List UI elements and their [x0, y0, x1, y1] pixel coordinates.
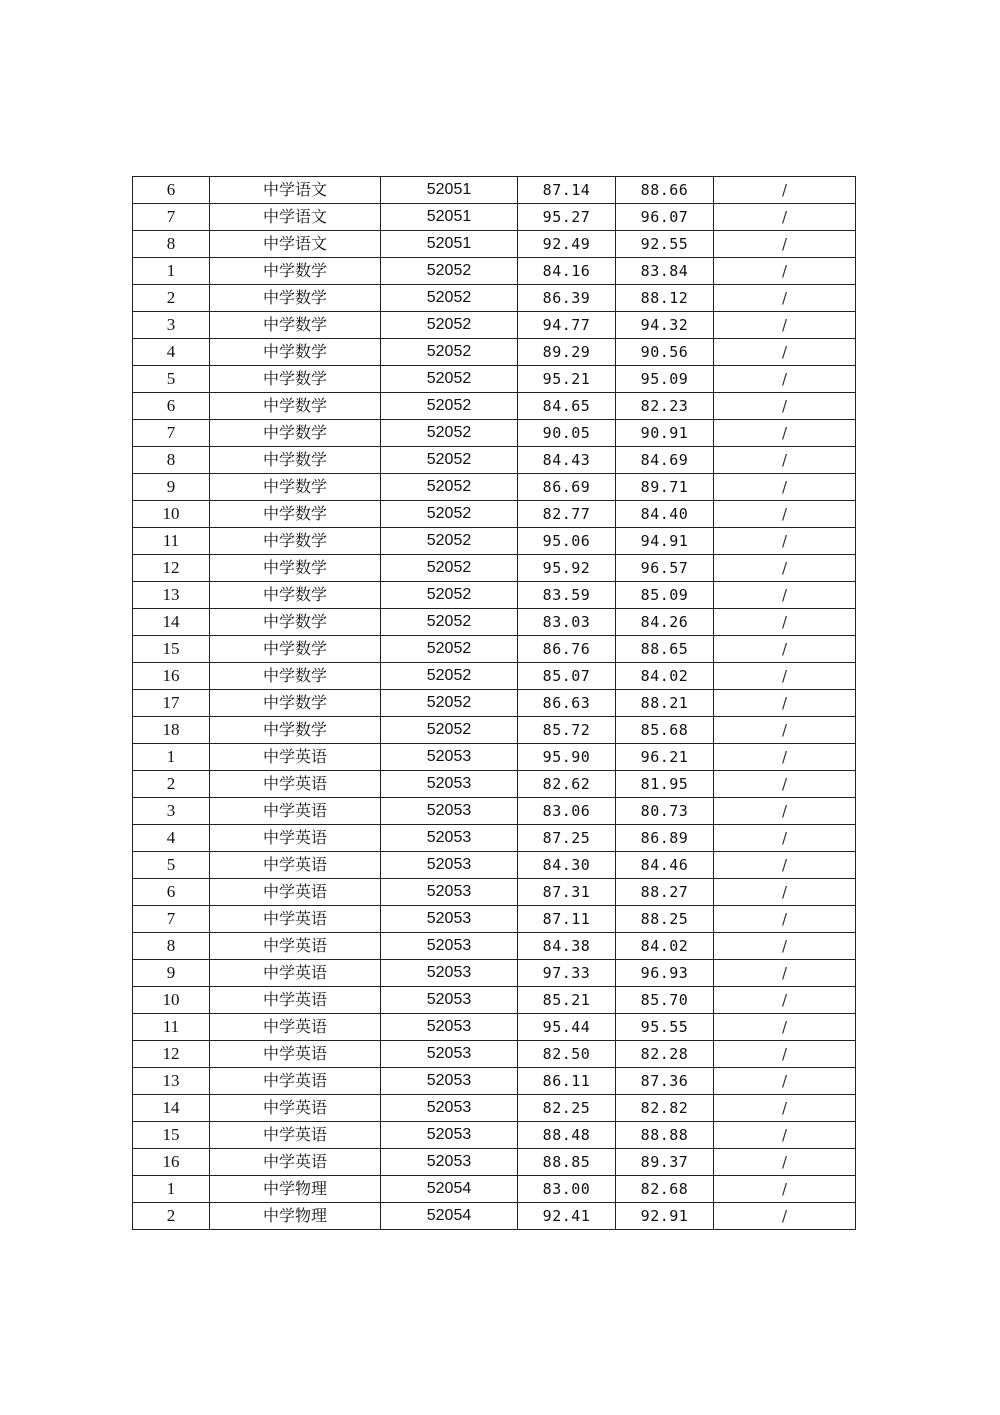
subject-cell: 中学英语 — [210, 1068, 381, 1095]
table-row — [133, 582, 856, 609]
score-2-cell: 82.82 — [616, 1095, 714, 1122]
score-2-cell: 82.23 — [616, 393, 714, 420]
score-1-cell: 87.31 — [518, 879, 616, 906]
subject-cell: 中学物理 — [210, 1203, 381, 1230]
score-2-cell: 90.56 — [616, 339, 714, 366]
position-code-cell: 52053 — [381, 1041, 518, 1068]
position-code-cell: 52053 — [381, 852, 518, 879]
position-code-cell: 52052 — [381, 636, 518, 663]
position-code-cell: 52054 — [381, 1203, 518, 1230]
score-2-cell: 83.84 — [616, 258, 714, 285]
table-row — [133, 474, 856, 501]
seq-number-cell: 6 — [133, 879, 210, 906]
score-1-cell: 92.49 — [518, 231, 616, 258]
score-2-cell: 88.27 — [616, 879, 714, 906]
score-2-cell: 84.69 — [616, 447, 714, 474]
score-2-cell: 89.71 — [616, 474, 714, 501]
remark-cell: / — [714, 204, 856, 231]
seq-number-cell: 17 — [133, 690, 210, 717]
subject-cell: 中学英语 — [210, 1014, 381, 1041]
table-row — [133, 879, 856, 906]
remark-cell: / — [714, 501, 856, 528]
score-1-cell: 87.11 — [518, 906, 616, 933]
table-row — [133, 609, 856, 636]
subject-cell: 中学数学 — [210, 258, 381, 285]
score-2-cell: 88.66 — [616, 177, 714, 204]
score-1-cell: 85.21 — [518, 987, 616, 1014]
remark-cell: / — [714, 285, 856, 312]
subject-cell: 中学英语 — [210, 906, 381, 933]
subject-cell: 中学数学 — [210, 474, 381, 501]
seq-number-cell: 4 — [133, 339, 210, 366]
position-code-cell: 52054 — [381, 1176, 518, 1203]
position-code-cell: 52053 — [381, 933, 518, 960]
subject-cell: 中学英语 — [210, 798, 381, 825]
score-1-cell: 86.63 — [518, 690, 616, 717]
remark-cell: / — [714, 1203, 856, 1230]
position-code-cell: 52053 — [381, 798, 518, 825]
seq-number-cell: 10 — [133, 501, 210, 528]
subject-cell: 中学英语 — [210, 879, 381, 906]
position-code-cell: 52053 — [381, 906, 518, 933]
remark-cell: / — [714, 339, 856, 366]
score-1-cell: 83.00 — [518, 1176, 616, 1203]
position-code-cell: 52053 — [381, 1149, 518, 1176]
score-1-cell: 88.85 — [518, 1149, 616, 1176]
seq-number-cell: 6 — [133, 177, 210, 204]
score-1-cell: 92.41 — [518, 1203, 616, 1230]
remark-cell: / — [714, 312, 856, 339]
subject-cell: 中学数学 — [210, 663, 381, 690]
score-1-cell: 95.44 — [518, 1014, 616, 1041]
subject-cell: 中学数学 — [210, 501, 381, 528]
seq-number-cell: 15 — [133, 636, 210, 663]
score-1-cell: 82.50 — [518, 1041, 616, 1068]
remark-cell: / — [714, 420, 856, 447]
table-row — [133, 528, 856, 555]
remark-cell: / — [714, 1095, 856, 1122]
score-1-cell: 83.59 — [518, 582, 616, 609]
score-1-cell: 88.48 — [518, 1122, 616, 1149]
score-1-cell: 95.92 — [518, 555, 616, 582]
remark-cell: / — [714, 933, 856, 960]
score-2-cell: 84.02 — [616, 933, 714, 960]
subject-cell: 中学数学 — [210, 528, 381, 555]
position-code-cell: 52052 — [381, 285, 518, 312]
score-2-cell: 88.25 — [616, 906, 714, 933]
remark-cell: / — [714, 555, 856, 582]
score-2-cell: 84.46 — [616, 852, 714, 879]
score-1-cell: 86.39 — [518, 285, 616, 312]
subject-cell: 中学英语 — [210, 960, 381, 987]
remark-cell: / — [714, 879, 856, 906]
remark-cell: / — [714, 906, 856, 933]
seq-number-cell: 3 — [133, 312, 210, 339]
score-2-cell: 88.65 — [616, 636, 714, 663]
score-1-cell: 89.29 — [518, 339, 616, 366]
table-row — [133, 177, 856, 204]
remark-cell: / — [714, 825, 856, 852]
subject-cell: 中学语文 — [210, 177, 381, 204]
position-code-cell: 52052 — [381, 690, 518, 717]
remark-cell: / — [714, 663, 856, 690]
position-code-cell: 52051 — [381, 204, 518, 231]
remark-cell: / — [714, 771, 856, 798]
score-1-cell: 87.14 — [518, 177, 616, 204]
table-row — [133, 1149, 856, 1176]
score-1-cell: 84.43 — [518, 447, 616, 474]
table-row — [133, 852, 856, 879]
score-1-cell: 95.90 — [518, 744, 616, 771]
score-1-cell: 84.30 — [518, 852, 616, 879]
remark-cell: / — [714, 987, 856, 1014]
position-code-cell: 52053 — [381, 987, 518, 1014]
score-2-cell: 88.12 — [616, 285, 714, 312]
score-2-cell: 84.26 — [616, 609, 714, 636]
subject-cell: 中学数学 — [210, 717, 381, 744]
table-row — [133, 636, 856, 663]
seq-number-cell: 9 — [133, 474, 210, 501]
subject-cell: 中学数学 — [210, 636, 381, 663]
subject-cell: 中学英语 — [210, 852, 381, 879]
table-row — [133, 717, 856, 744]
remark-cell: / — [714, 717, 856, 744]
table-row — [133, 231, 856, 258]
remark-cell: / — [714, 1149, 856, 1176]
seq-number-cell: 11 — [133, 1014, 210, 1041]
score-2-cell: 82.68 — [616, 1176, 714, 1203]
remark-cell: / — [714, 231, 856, 258]
seq-number-cell: 3 — [133, 798, 210, 825]
remark-cell: / — [714, 798, 856, 825]
seq-number-cell: 14 — [133, 609, 210, 636]
remark-cell: / — [714, 1041, 856, 1068]
table-row — [133, 663, 856, 690]
score-1-cell: 85.72 — [518, 717, 616, 744]
seq-number-cell: 6 — [133, 393, 210, 420]
subject-cell: 中学数学 — [210, 366, 381, 393]
score-2-cell: 88.88 — [616, 1122, 714, 1149]
table-row — [133, 798, 856, 825]
seq-number-cell: 13 — [133, 582, 210, 609]
seq-number-cell: 10 — [133, 987, 210, 1014]
position-code-cell: 52052 — [381, 312, 518, 339]
position-code-cell: 52052 — [381, 258, 518, 285]
subject-cell: 中学数学 — [210, 582, 381, 609]
remark-cell: / — [714, 528, 856, 555]
table-row — [133, 1095, 856, 1122]
score-2-cell: 92.91 — [616, 1203, 714, 1230]
position-code-cell: 52053 — [381, 1122, 518, 1149]
score-1-cell: 86.69 — [518, 474, 616, 501]
subject-cell: 中学数学 — [210, 690, 381, 717]
seq-number-cell: 5 — [133, 852, 210, 879]
score-1-cell: 85.07 — [518, 663, 616, 690]
seq-number-cell: 1 — [133, 744, 210, 771]
score-1-cell: 87.25 — [518, 825, 616, 852]
score-2-cell: 86.89 — [616, 825, 714, 852]
position-code-cell: 52052 — [381, 366, 518, 393]
table-row — [133, 1068, 856, 1095]
table-row — [133, 933, 856, 960]
remark-cell: / — [714, 1014, 856, 1041]
subject-cell: 中学语文 — [210, 204, 381, 231]
remark-cell: / — [714, 177, 856, 204]
score-1-cell: 84.38 — [518, 933, 616, 960]
score-1-cell: 83.06 — [518, 798, 616, 825]
table-row — [133, 906, 856, 933]
position-code-cell: 52052 — [381, 339, 518, 366]
position-code-cell: 52053 — [381, 825, 518, 852]
score-2-cell: 84.02 — [616, 663, 714, 690]
score-2-cell: 96.21 — [616, 744, 714, 771]
table-row — [133, 1122, 856, 1149]
subject-cell: 中学英语 — [210, 1041, 381, 1068]
remark-cell: / — [714, 609, 856, 636]
table-row — [133, 447, 856, 474]
score-1-cell: 94.77 — [518, 312, 616, 339]
seq-number-cell: 9 — [133, 960, 210, 987]
table-row — [133, 1203, 856, 1230]
table-row — [133, 1014, 856, 1041]
position-code-cell: 52052 — [381, 501, 518, 528]
subject-cell: 中学数学 — [210, 285, 381, 312]
table-row — [133, 501, 856, 528]
remark-cell: / — [714, 636, 856, 663]
subject-cell: 中学英语 — [210, 987, 381, 1014]
table-row — [133, 339, 856, 366]
remark-cell: / — [714, 258, 856, 285]
score-2-cell: 80.73 — [616, 798, 714, 825]
score-table — [132, 176, 856, 1230]
score-1-cell: 84.16 — [518, 258, 616, 285]
seq-number-cell: 7 — [133, 204, 210, 231]
table-row — [133, 258, 856, 285]
subject-cell: 中学数学 — [210, 609, 381, 636]
seq-number-cell: 2 — [133, 285, 210, 312]
score-2-cell: 82.28 — [616, 1041, 714, 1068]
remark-cell: / — [714, 852, 856, 879]
score-1-cell: 95.06 — [518, 528, 616, 555]
table-row — [133, 366, 856, 393]
seq-number-cell: 2 — [133, 1203, 210, 1230]
score-1-cell: 90.05 — [518, 420, 616, 447]
score-1-cell: 86.76 — [518, 636, 616, 663]
subject-cell: 中学英语 — [210, 1095, 381, 1122]
seq-number-cell: 11 — [133, 528, 210, 555]
score-table-body — [133, 177, 856, 1230]
table-row — [133, 771, 856, 798]
seq-number-cell: 4 — [133, 825, 210, 852]
score-1-cell: 82.77 — [518, 501, 616, 528]
table-row — [133, 555, 856, 582]
position-code-cell: 52053 — [381, 1068, 518, 1095]
remark-cell: / — [714, 474, 856, 501]
seq-number-cell: 12 — [133, 555, 210, 582]
position-code-cell: 52052 — [381, 474, 518, 501]
table-row — [133, 1176, 856, 1203]
seq-number-cell: 16 — [133, 1149, 210, 1176]
table-row — [133, 825, 856, 852]
remark-cell: / — [714, 582, 856, 609]
subject-cell: 中学数学 — [210, 555, 381, 582]
remark-cell: / — [714, 366, 856, 393]
subject-cell: 中学物理 — [210, 1176, 381, 1203]
table-row — [133, 204, 856, 231]
subject-cell: 中学数学 — [210, 312, 381, 339]
seq-number-cell: 14 — [133, 1095, 210, 1122]
table-row — [133, 690, 856, 717]
subject-cell: 中学数学 — [210, 393, 381, 420]
subject-cell: 中学英语 — [210, 744, 381, 771]
remark-cell: / — [714, 1122, 856, 1149]
subject-cell: 中学英语 — [210, 1122, 381, 1149]
position-code-cell: 52052 — [381, 393, 518, 420]
seq-number-cell: 1 — [133, 1176, 210, 1203]
score-1-cell: 83.03 — [518, 609, 616, 636]
score-2-cell: 96.57 — [616, 555, 714, 582]
seq-number-cell: 16 — [133, 663, 210, 690]
position-code-cell: 52053 — [381, 879, 518, 906]
position-code-cell: 52052 — [381, 717, 518, 744]
seq-number-cell: 8 — [133, 231, 210, 258]
subject-cell: 中学英语 — [210, 771, 381, 798]
subject-cell: 中学英语 — [210, 1149, 381, 1176]
position-code-cell: 52053 — [381, 1014, 518, 1041]
score-2-cell: 85.09 — [616, 582, 714, 609]
seq-number-cell: 15 — [133, 1122, 210, 1149]
seq-number-cell: 8 — [133, 933, 210, 960]
seq-number-cell: 1 — [133, 258, 210, 285]
seq-number-cell: 5 — [133, 366, 210, 393]
score-2-cell: 96.93 — [616, 960, 714, 987]
position-code-cell: 52052 — [381, 528, 518, 555]
position-code-cell: 52053 — [381, 960, 518, 987]
position-code-cell: 52052 — [381, 420, 518, 447]
score-2-cell: 94.32 — [616, 312, 714, 339]
score-2-cell: 85.70 — [616, 987, 714, 1014]
score-2-cell: 88.21 — [616, 690, 714, 717]
seq-number-cell: 13 — [133, 1068, 210, 1095]
table-row — [133, 744, 856, 771]
table-row — [133, 1041, 856, 1068]
score-1-cell: 82.62 — [518, 771, 616, 798]
score-1-cell: 97.33 — [518, 960, 616, 987]
score-2-cell: 95.55 — [616, 1014, 714, 1041]
subject-cell: 中学数学 — [210, 339, 381, 366]
score-1-cell: 95.27 — [518, 204, 616, 231]
seq-number-cell: 7 — [133, 420, 210, 447]
position-code-cell: 52052 — [381, 609, 518, 636]
remark-cell: / — [714, 690, 856, 717]
subject-cell: 中学英语 — [210, 933, 381, 960]
position-code-cell: 52053 — [381, 744, 518, 771]
score-2-cell: 85.68 — [616, 717, 714, 744]
score-2-cell: 84.40 — [616, 501, 714, 528]
remark-cell: / — [714, 744, 856, 771]
seq-number-cell: 12 — [133, 1041, 210, 1068]
score-2-cell: 94.91 — [616, 528, 714, 555]
position-code-cell: 52052 — [381, 663, 518, 690]
score-2-cell: 92.55 — [616, 231, 714, 258]
score-2-cell: 96.07 — [616, 204, 714, 231]
table-row — [133, 393, 856, 420]
position-code-cell: 52052 — [381, 447, 518, 474]
seq-number-cell: 8 — [133, 447, 210, 474]
seq-number-cell: 2 — [133, 771, 210, 798]
score-2-cell: 95.09 — [616, 366, 714, 393]
score-2-cell: 89.37 — [616, 1149, 714, 1176]
seq-number-cell: 7 — [133, 906, 210, 933]
remark-cell: / — [714, 960, 856, 987]
remark-cell: / — [714, 447, 856, 474]
score-2-cell: 87.36 — [616, 1068, 714, 1095]
remark-cell: / — [714, 1176, 856, 1203]
position-code-cell: 52052 — [381, 582, 518, 609]
position-code-cell: 52052 — [381, 555, 518, 582]
subject-cell: 中学英语 — [210, 825, 381, 852]
remark-cell: / — [714, 393, 856, 420]
score-1-cell: 95.21 — [518, 366, 616, 393]
subject-cell: 中学数学 — [210, 447, 381, 474]
table-row — [133, 420, 856, 447]
table-row — [133, 312, 856, 339]
score-2-cell: 90.91 — [616, 420, 714, 447]
position-code-cell: 52051 — [381, 231, 518, 258]
score-1-cell: 82.25 — [518, 1095, 616, 1122]
score-1-cell: 86.11 — [518, 1068, 616, 1095]
table-row — [133, 960, 856, 987]
subject-cell: 中学数学 — [210, 420, 381, 447]
remark-cell: / — [714, 1068, 856, 1095]
subject-cell: 中学语文 — [210, 231, 381, 258]
score-2-cell: 81.95 — [616, 771, 714, 798]
score-1-cell: 84.65 — [518, 393, 616, 420]
table-row — [133, 285, 856, 312]
position-code-cell: 52051 — [381, 177, 518, 204]
table-row — [133, 987, 856, 1014]
position-code-cell: 52053 — [381, 771, 518, 798]
seq-number-cell: 18 — [133, 717, 210, 744]
position-code-cell: 52053 — [381, 1095, 518, 1122]
